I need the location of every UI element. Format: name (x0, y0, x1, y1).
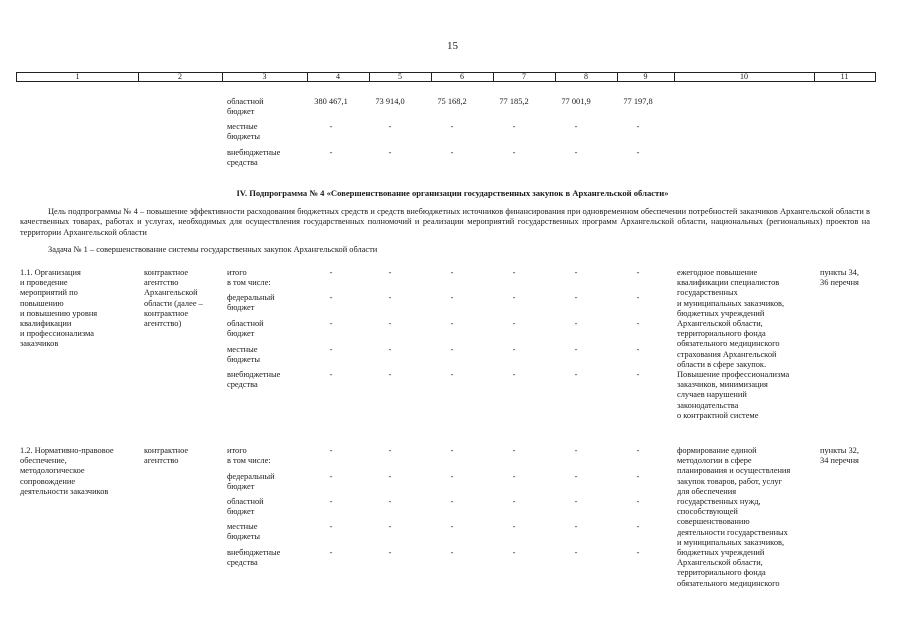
value-cell: - (574, 148, 578, 157)
value-cell: - (636, 472, 640, 481)
header-col-11: 11 (840, 72, 849, 81)
funding-label: местные бюджеты (227, 522, 261, 542)
value-cell: - (450, 319, 454, 328)
funding-label: итого в том числе: (227, 268, 271, 288)
header-col-6: 6 (431, 73, 494, 81)
funding-label: областной бюджет (227, 97, 264, 117)
value-cell: - (512, 319, 516, 328)
value-cell: - (574, 319, 578, 328)
value-cell: - (574, 472, 578, 481)
funding-label: внебюджетные средства (227, 370, 281, 390)
value-cell: - (512, 293, 516, 302)
activity-name: 1.1. Организация и проведение мероприятий по повышению и повышению уровня квалификации и профессионализма заказчиков (20, 268, 98, 349)
value-cell: - (329, 122, 333, 131)
value-cell: - (388, 497, 392, 506)
value-cell: - (636, 497, 640, 506)
value-cell: - (329, 522, 333, 531)
value-cell: - (388, 345, 392, 354)
value-cell: - (574, 522, 578, 531)
value-cell: - (636, 370, 640, 379)
value-cell: - (388, 148, 392, 157)
value-cell: - (636, 522, 640, 531)
value-cell: - (450, 522, 454, 531)
funding-label: федеральный бюджет (227, 472, 275, 492)
value-cell: 73 914,0 (375, 97, 405, 106)
value-cell: - (574, 268, 578, 277)
value-cell: - (388, 472, 392, 481)
activity-result: ежегодное повышение квалификации специалистов государственных и муниципальных заказчиков, бюджетных учреждений Архангельской области, территориального фонда обязательного медицинского страхования Архангельской области в сфере закупок. Повышение профессионализма заказчиков, минимизация случаев нарушений законодательства о контрактной системе (677, 268, 790, 420)
value-cell: - (636, 268, 640, 277)
funding-label: областной бюджет (227, 319, 264, 339)
value-cell: - (512, 548, 516, 557)
page-number: 15 (447, 40, 458, 52)
value-cell: - (329, 319, 333, 328)
value-cell: - (512, 522, 516, 531)
header-col-7: 7 (493, 73, 556, 81)
value-cell: - (329, 370, 333, 379)
value-cell: - (388, 268, 392, 277)
value-cell: 77 001,9 (561, 97, 591, 106)
value-cell: - (636, 148, 640, 157)
header-col-4: 4 (307, 73, 370, 81)
value-cell: - (574, 345, 578, 354)
value-cell: 380 467,1 (314, 97, 348, 106)
value-cell: - (636, 293, 640, 302)
value-cell: - (329, 548, 333, 557)
funding-label: местные бюджеты (227, 345, 261, 365)
value-cell: - (329, 472, 333, 481)
funding-label: местные бюджеты (227, 122, 261, 142)
value-cell: - (388, 446, 392, 455)
value-cell: - (512, 497, 516, 506)
value-cell: - (512, 122, 516, 131)
value-cell: - (574, 446, 578, 455)
value-cell: - (388, 122, 392, 131)
funding-label: внебюджетные средства (227, 148, 281, 168)
value-cell: - (450, 497, 454, 506)
value-cell: - (574, 293, 578, 302)
funding-label: областной бюджет (227, 497, 264, 517)
value-cell: - (388, 319, 392, 328)
header-col-1: 1 (17, 73, 139, 81)
column-number-header (16, 72, 876, 82)
value-cell: - (450, 268, 454, 277)
value-cell: - (512, 268, 516, 277)
goal-paragraph: Цель подпрограммы № 4 – повышение эффективности расходования бюджетных средств и средств внебюджетных источников финансирования при одновременном обеспечении потребностей заказчиков Архангельской области в качественных товарах, работах и услугах, необходимых для осуществления государственных полномочий и реализации мероприятий государственных программ Архангельской области, национальных (региональных) проектов на территории Архангельской области (20, 207, 870, 237)
value-cell: - (450, 345, 454, 354)
value-cell: - (450, 548, 454, 557)
value-cell: - (636, 319, 640, 328)
funding-label: внебюджетные средства (227, 548, 281, 568)
value-cell: - (574, 370, 578, 379)
value-cell: - (512, 370, 516, 379)
header-col-5: 5 (369, 73, 432, 81)
header-col-3: 3 (222, 73, 308, 81)
value-cell: - (450, 293, 454, 302)
value-cell: - (636, 122, 640, 131)
value-cell: - (450, 122, 454, 131)
activity-executor: контрактное агентство Архангельской области (далее – контрактное агентство) (144, 268, 203, 329)
value-cell: - (574, 497, 578, 506)
value-cell: 75 168,2 (437, 97, 467, 106)
header-col-10: 10 (674, 73, 815, 81)
activity-name: 1.2. Нормативно-правовое обеспечение, методологическое сопровождение деятельности заказчиков (20, 446, 114, 496)
activity-result: формирование единой методологии в сфере планирования и осуществления закупок товаров, работ, услуг для обеспечения государственных нужд, способствующей совершенствованию деятельности государственных и муниципальных заказчиков, бюджетных учреждений Архангельской области, территориального фонда обязательного медицинского (677, 446, 791, 588)
activity-link: пункты 32, 34 перечня (820, 446, 859, 466)
header-col-8: 8 (555, 73, 618, 81)
value-cell: - (329, 293, 333, 302)
value-cell: - (574, 122, 578, 131)
funding-label: итого в том числе: (227, 446, 271, 466)
value-cell: - (329, 148, 333, 157)
value-cell: - (512, 472, 516, 481)
value-cell: - (450, 472, 454, 481)
value-cell: - (636, 548, 640, 557)
value-cell: - (329, 268, 333, 277)
value-cell: - (512, 345, 516, 354)
header-col-9: 9 (617, 73, 675, 81)
activity-executor: контрактное агентство (144, 446, 189, 466)
value-cell: - (450, 148, 454, 157)
value-cell: - (574, 548, 578, 557)
task-title: Задача № 1 – совершенствование системы государственных закупок Архангельской области (48, 245, 378, 254)
value-cell: - (636, 345, 640, 354)
value-cell: - (329, 497, 333, 506)
value-cell: - (450, 446, 454, 455)
value-cell: - (388, 370, 392, 379)
value-cell: 77 185,2 (499, 97, 529, 106)
value-cell: 77 197,8 (623, 97, 653, 106)
section-title: IV. Подпрограмма № 4 «Совершенствование организации государственных закупок в Архангельской области» (236, 188, 669, 198)
value-cell: - (450, 370, 454, 379)
value-cell: - (329, 446, 333, 455)
value-cell: - (388, 293, 392, 302)
value-cell: - (388, 522, 392, 531)
header-col-2: 2 (138, 73, 223, 81)
value-cell: - (388, 548, 392, 557)
funding-label: федеральный бюджет (227, 293, 275, 313)
value-cell: - (512, 446, 516, 455)
activity-link: пункты 34, 36 перечня (820, 268, 859, 288)
value-cell: - (329, 345, 333, 354)
value-cell: - (636, 446, 640, 455)
value-cell: - (512, 148, 516, 157)
